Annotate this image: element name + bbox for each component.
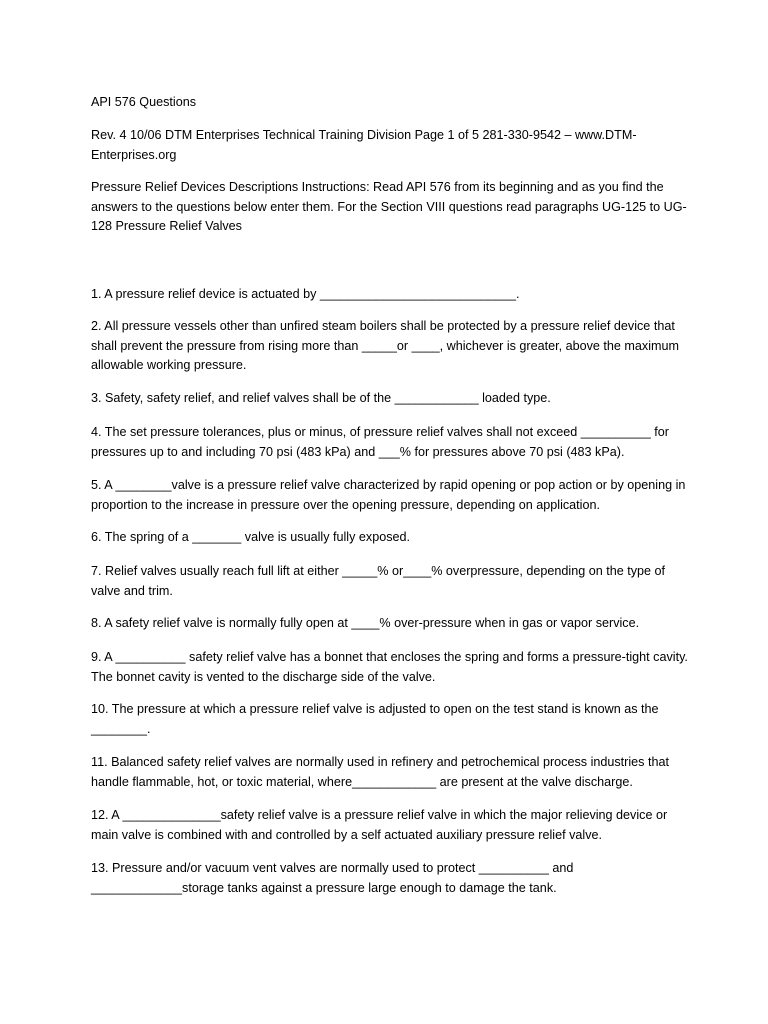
question-7: 7. Relief valves usually reach full lift at either _____% or____% overpressure, depending on the type of valve and trim. (91, 564, 666, 598)
question-1: 1. A pressure relief device is actuated by ____________________________. (91, 287, 520, 301)
question-4: 4. The set pressure tolerances, plus or minus, of pressure relief valves shall not exceed __________ for pressures up to and including 70 psi (483 kPa) and ___% for pressures above 70 psi (483 kPa). (91, 425, 670, 459)
question-10: 10. The pressure at which a pressure relief valve is adjusted to open on the test stand is known as the ________. (91, 702, 659, 736)
question-13: 13. Pressure and/or vacuum vent valves are normally used to protect __________ and _____________storage tanks against a pressure large enough to damage the tank. (91, 861, 574, 895)
question-3: 3. Safety, safety relief, and relief valves shall be of the ____________ loaded type. (91, 391, 551, 405)
question-12: 12. A ______________safety relief valve is a pressure relief valve in which the major relieving device or main valve is combined with and controlled by a self actuated auxiliary pressure relief valve. (91, 808, 668, 842)
question-5: 5. A ________valve is a pressure relief valve characterized by rapid opening or pop action or by opening in proportion to the increase in pressure over the opening pressure, depending on application. (91, 478, 686, 512)
question-8: 8. A safety relief valve is normally fully open at ____% over-pressure when in gas or vapor service. (91, 616, 640, 630)
instructions-paragraph: Pressure Relief Devices Descriptions Instructions: Read API 576 from its beginning and as you find the answers to the questions below enter them. For the Section VIII questions read paragraphs UG-125 to UG-128 Pressure Relief Valves (91, 180, 687, 233)
question-2: 2. All pressure vessels other than unfired steam boilers shall be protected by a pressure relief device that shall prevent the pressure from rising more than _____or ____, whichever is greater, above the maximum allowable working pressure. (91, 319, 680, 372)
document-title: API 576 Questions (91, 95, 197, 109)
question-6: 6. The spring of a _______ valve is usually fully exposed. (91, 530, 411, 544)
question-9: 9. A __________ safety relief valve has a bonnet that encloses the spring and forms a pressure-tight cavity. The bonnet cavity is vented to the discharge side of the valve. (91, 650, 688, 684)
document-header-line: Rev. 4 10/06 DTM Enterprises Technical Training Division Page 1 of 5 281-330-9542 – www.DTM-Enterprises.org (91, 128, 637, 162)
question-11: 11. Balanced safety relief valves are normally used in refinery and petrochemical process industries that handle flammable, hot, or toxic material, where____________ are present at the valve discharge. (91, 755, 669, 789)
